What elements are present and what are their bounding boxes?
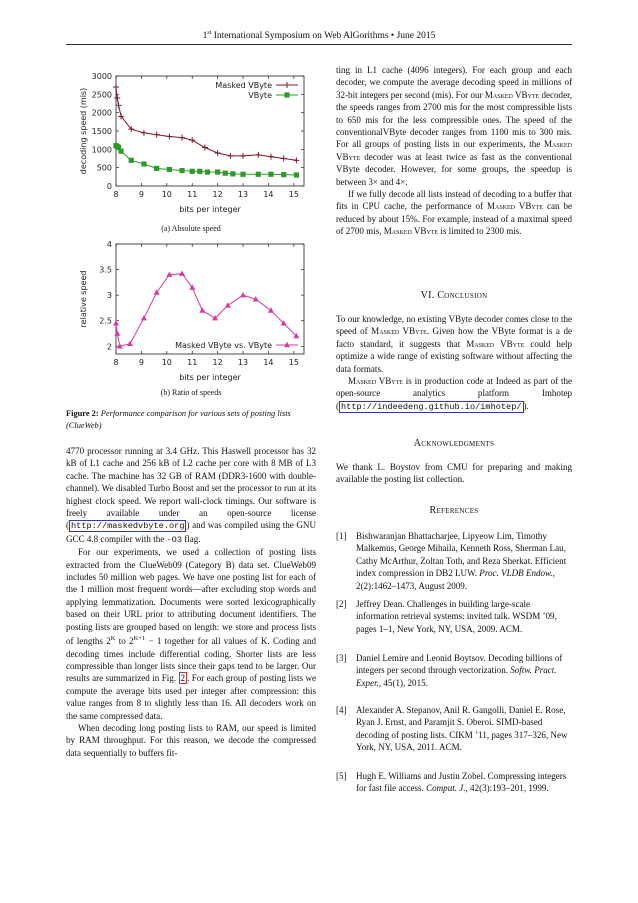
text: decoder, the speeds ranges from 2700 mis for the most compressible lists to 650 mis for the less compressible ones. The speed of the conventionalVByte decoder ranges from 1100 mis to 300 mis. For all groups of posting lists in our experiments, the [336, 89, 573, 150]
data-point [284, 92, 289, 97]
data-point [167, 167, 172, 172]
subcaption-b: (b) Ratio of speeds [160, 388, 222, 397]
data-point [190, 169, 195, 174]
text: , 45(1), 2015. [378, 677, 428, 688]
data-point [179, 270, 185, 275]
figure-caption [66, 408, 316, 432]
text: flag. [182, 533, 201, 544]
subcaption-a: (a) Absolute speed [161, 224, 221, 233]
data-point [268, 154, 274, 160]
paragraph [336, 313, 572, 375]
data-point [113, 84, 119, 90]
paragraph [66, 445, 316, 546]
x-tick-label: 12 [212, 358, 223, 367]
text: decoder was at least twice as fast as the conventional VByte decoder. However, for some groups, the speedup is between 3× and 4×. [336, 151, 572, 187]
legend-label: Masked VByte vs. VByte [175, 341, 272, 350]
data-point [114, 95, 120, 101]
text: ). [523, 400, 529, 411]
name-masked-vbyte: Masked VByte [348, 376, 403, 387]
venue: Comput. J. [426, 783, 466, 794]
header-text: 1 [202, 31, 208, 42]
figure-caption-text: Performance comparison for various sets of posting lists (ClueWeb) [66, 409, 291, 430]
maskedvbyte-link[interactable]: http://maskedvbyte.org [71, 521, 185, 532]
reference-item [336, 530, 572, 592]
y-tick-label: 4 [106, 240, 112, 249]
text: Hugh E. Williams and Justin Zobel. Compressing integers for fast file access. [356, 771, 567, 794]
data-point [293, 157, 299, 163]
y-axis-label: relative speed [79, 270, 88, 328]
data-point [154, 132, 160, 138]
text: Jeffrey Dean. Challenges in building large-scale information retrieval systems: invited talk. WSDM ’09, pages 1–1, New York, NY, USA, 2009. ACM. [356, 599, 557, 634]
text: If we fully decode all lists instead of decoding to a buffer that fits in CPU cache, the performance of [336, 189, 572, 212]
data-point [154, 166, 159, 171]
data-point [223, 171, 228, 176]
text: is limited to 2300 mis. [438, 226, 522, 237]
name-masked-vbyte: Masked VByte [336, 139, 572, 162]
paragraph [336, 375, 572, 413]
text: . Given how the VByte format is a de facto standard, it suggests that [336, 326, 572, 349]
data-point [255, 152, 261, 158]
name-masked-vbyte: Masked VByte [486, 201, 544, 212]
paragraph [66, 546, 316, 722]
figure-ref-link[interactable]: 2 [180, 673, 186, 684]
data-point [199, 307, 205, 312]
data-point [179, 135, 185, 141]
data-point [197, 169, 202, 174]
figure-label: Figure 2: [66, 409, 99, 418]
left-column [66, 445, 316, 759]
x-axis-label: bits per integer [179, 373, 241, 382]
data-point [215, 169, 220, 174]
x-tick-label: 8 [113, 190, 119, 199]
y-tick-label: 1500 [91, 127, 112, 136]
y-tick-label: 500 [96, 163, 112, 173]
legend-label: VByte [248, 91, 272, 100]
x-tick-label: 9 [138, 358, 144, 367]
y-tick-label: 0 [106, 182, 112, 191]
reference-number: [1] [336, 531, 347, 541]
data-point [256, 172, 261, 177]
data-point [114, 330, 120, 335]
data-point [141, 130, 147, 136]
conclusion-heading: VI. Conclusion [420, 290, 488, 301]
data-point [240, 292, 246, 297]
series-line [116, 274, 296, 347]
data-point [141, 161, 146, 166]
data-point [268, 307, 274, 312]
chart-absolute-speed [66, 64, 318, 222]
data-point [179, 168, 184, 173]
x-tick-label: 9 [138, 190, 144, 199]
x-tick-label: 8 [113, 358, 119, 367]
data-point [127, 341, 133, 346]
text: To our knowledge, no existing VByte decoder comes close to the speed of [336, 314, 572, 337]
compiler-flag: -O3 [166, 534, 182, 545]
text: is in production code at Indeed as part of the open-source analytics platform Imhotep ( [336, 376, 573, 411]
header-rule [66, 44, 572, 45]
data-point [227, 153, 233, 159]
y-tick-label: 2000 [91, 108, 112, 118]
reference-item [336, 652, 572, 689]
plot-frame [116, 244, 304, 354]
x-tick-label: 15 [288, 190, 299, 199]
paragraph: We thank L. Boystov from CMU for preparing and making available the posting list collection. [336, 462, 572, 485]
reference-number: [2] [336, 599, 347, 609]
y-tick-label: 1000 [91, 145, 112, 155]
data-point [294, 172, 299, 177]
legend-label: Masked VByte [215, 81, 272, 90]
header-text-rest: International Symposium on Web AlGorithms • June 2015 [211, 31, 436, 42]
paragraph: When decoding long posting lists to RAM, our speed is limited by RAM throughput. For this reason, we decode the compressed data sequentially to buffers fit- [66, 722, 316, 758]
acknowledgments-body [336, 461, 572, 486]
data-point [116, 102, 122, 108]
name-masked-vbyte: Masked VByte [484, 89, 540, 100]
name-masked-vbyte: Masked VByte [466, 338, 525, 349]
acknowledgments-heading: Acknowledgments [413, 438, 495, 449]
data-point [240, 172, 245, 177]
x-tick-label: 14 [263, 358, 274, 367]
data-point [202, 145, 208, 151]
reference-number: [5] [336, 771, 347, 781]
data-point [268, 172, 273, 177]
data-point [129, 158, 134, 163]
reference-item [336, 598, 572, 635]
imhotep-link[interactable]: http://indeedeng.github.io/imhotep/ [341, 401, 522, 412]
y-tick-label: 3.5 [99, 265, 112, 275]
y-tick-label: 3000 [91, 72, 112, 81]
data-point [281, 156, 287, 162]
paragraph [336, 188, 572, 238]
venue: Softw. Pract. Exper. [356, 665, 557, 688]
data-point [166, 134, 172, 140]
running-header [0, 30, 638, 41]
y-axis-label: decoding speed (mis) [79, 87, 88, 175]
paragraph [336, 64, 572, 188]
data-point [205, 169, 210, 174]
text: , 42(3):193–201, 1999. [465, 783, 549, 794]
y-tick-label: 2500 [91, 90, 112, 100]
text: Bishwaranjan Bhattacharjee, Lipyeow Lim, Timothy Malkemus, George Mihaila, Kenneth Ross, Sherman Lau, Cathy McArthur, Zoltan Toth, and Reza Sherkat. Efficient index compression in DB2 LUW. [356, 531, 567, 579]
text: ting in L1 cache (4096 integers). For each group and each decoder, we compute the average decoding speed in millions of 32-bit integers per second (mis). For our [336, 65, 572, 100]
right-column-top [336, 64, 572, 238]
text: to 2 [115, 636, 134, 647]
text: 4770 processor running at 3.4 GHz. This Haswell processor has 32 kB of L1 cache and 256 kB of L2 cache per core with 8 MB of L3 cache. The machine has 32 GB of RAM (DDR3-1600 with double-channel). We disabled Turbo Boost and set the processor to run at its highest clock speed. We report wall-clock timings. Our software is freely available under an open-source license ( [66, 446, 316, 531]
data-point [118, 149, 123, 154]
reference-number: [3] [336, 653, 347, 663]
name-masked-vbyte: Masked VByte [383, 226, 439, 237]
x-tick-label: 13 [237, 358, 249, 367]
x-tick-label: 12 [212, 190, 223, 199]
text: , 2(2):1462–1473, August 2009. [356, 568, 555, 591]
data-point [281, 172, 286, 177]
references-heading: References [429, 505, 479, 516]
y-tick-label: 3 [106, 291, 112, 301]
chart-ratio-speed [66, 234, 318, 386]
venue: Proc. VLDB Endow. [479, 568, 553, 579]
superscript: K+1 [133, 635, 146, 643]
header-sup: st [207, 30, 212, 36]
x-tick-label: 10 [161, 190, 172, 199]
x-tick-label: 11 [187, 358, 198, 367]
x-tick-label: 14 [263, 190, 274, 199]
text: For our experiments, we used a collection of posting lists extracted from the ClueWeb09 (Category B) data set. ClueWeb09 includes 50 million web pages. We have one posting list for each of the 1 million most frequent words—after excluding stop words and applying lemmatization. Documents were sorted lexicographically based on their URL prior to attributing document identifiers. The posting lists are grouped based on length: we store and process lists of lengths 2 [66, 547, 316, 647]
data-point [230, 171, 235, 176]
data-point [284, 82, 290, 88]
data-point [215, 150, 221, 156]
text: Daniel Lemire and Leonid Boytsov. Decoding billions of integers per second through vectorization. [356, 653, 563, 676]
name-masked-vbyte: Masked VByte [371, 326, 427, 337]
text: − 1 together for all values of K. Coding and decoding times include differential coding. Shorter lists are less compressible than longer lists since their gaps tend to be larger. Our results are summarized in Fig. [66, 636, 316, 684]
reference-item [336, 704, 572, 754]
data-point [189, 137, 195, 143]
x-tick-label: 15 [288, 358, 299, 367]
data-point [225, 302, 231, 307]
data-point [141, 315, 147, 320]
reference-number: [4] [336, 705, 347, 715]
x-tick-label: 10 [161, 358, 172, 367]
y-tick-label: 2 [106, 342, 112, 352]
reference-item [336, 770, 572, 795]
data-point [240, 153, 246, 159]
text: could help optimize a wide range of existing software without affecting the data formats. [336, 338, 572, 374]
x-tick-label: 13 [237, 190, 249, 199]
x-tick-label: 11 [187, 190, 198, 199]
text: ) and was compiled using the GNU GCC 4.8 compiler with the [66, 520, 316, 544]
text: can be reduced by about 15%. For example, instead of a maximal speed of 2700 mis, [336, 201, 572, 237]
y-tick-label: 2.5 [99, 316, 112, 326]
text: . For each group of posting lists we compute the average bits used per integer after compression: this value ranges from 8 to slightly less than 16. All decoders work on the same compressed data. [66, 673, 316, 721]
x-axis-label: bits per integer [179, 205, 241, 214]
superscript: K [110, 635, 116, 643]
text: Alexander A. Stepanov, Anil R. Gangolli, Daniel E. Rose, Ryan J. Ernst, and Paramjit S. Oberoi. SIMD-based decoding of posting lists. CIKM ’11, pages 317–326, New York, NY, USA, 2011. ACM. [356, 705, 568, 753]
conclusion-body [336, 313, 572, 413]
